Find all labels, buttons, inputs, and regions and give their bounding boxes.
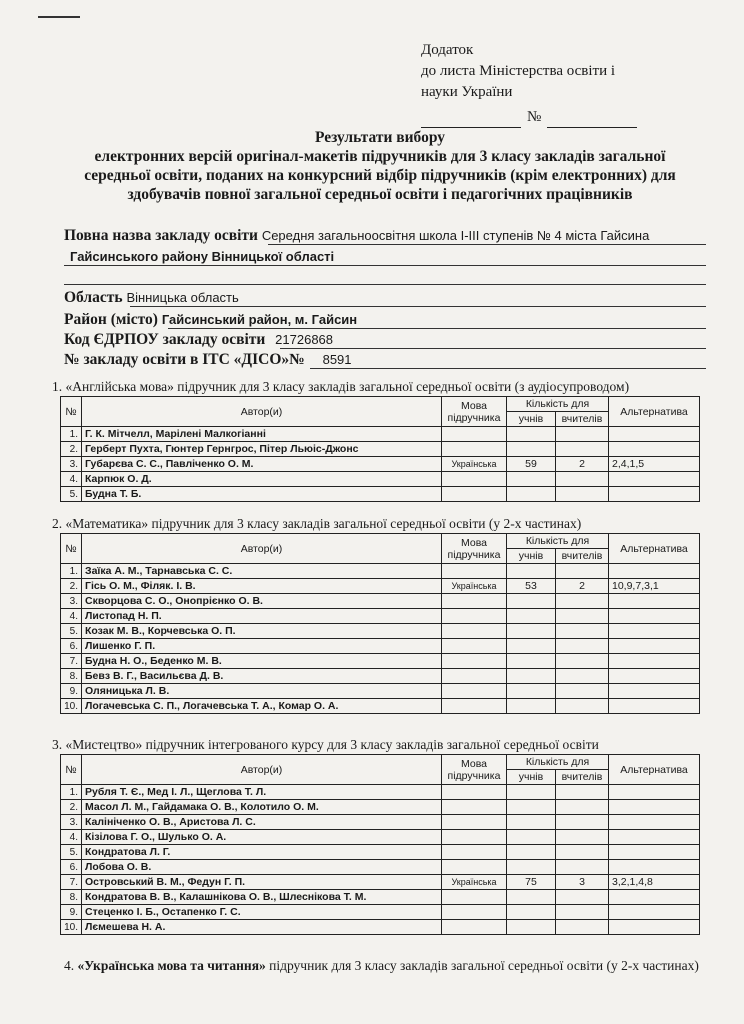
table-row [61,845,700,860]
row-number: 8. [61,669,82,684]
its-value: 8591 [322,352,352,367]
col-alt-header: Альтернатива [609,397,700,427]
students-count-cell [507,472,556,487]
author-cell: Будна Т. Б. [82,487,442,502]
teachers-count-cell [556,845,609,860]
alternative-cell [609,860,700,875]
language-cell [442,594,507,609]
corner-mark [38,16,80,18]
table-row [61,830,700,845]
alternative-cell [609,609,700,624]
alternative-cell [609,905,700,920]
table-row [61,860,700,875]
students-count-cell [507,609,556,624]
underline [64,284,706,285]
section-3-heading: 3. «Мистецтво» підручник інтегрованого курсу для 3 класу закладів загальної середньої освіти [52,737,599,752]
row-number: 4. [61,830,82,845]
region-label: Область [64,289,123,306]
row-number: 2. [61,800,82,815]
its-field [64,351,352,369]
author-cell: Г. К. Мітчелл, Марілені Малкогіанні [82,427,442,442]
teachers-count-cell [556,699,609,714]
language-cell [442,639,507,654]
row-number: 6. [61,860,82,875]
underline [280,348,706,349]
teachers-count-cell [556,815,609,830]
alternative-cell [609,564,700,579]
language-cell [442,624,507,639]
col-num-header: № [61,534,82,564]
alternative-cell [609,654,700,669]
row-number: 4. [61,609,82,624]
students-count-cell [507,639,556,654]
addendum-line-1: Додаток [421,42,474,58]
row-number: 2. [61,442,82,457]
teachers-count-cell [556,442,609,457]
author-cell: Рубля Т. Є., Мед І. Л., Щеглова Т. Л. [82,785,442,800]
alternative-cell [609,472,700,487]
row-number: 5. [61,624,82,639]
teachers-count-cell [556,654,609,669]
section-4-subject: «Українська мова та читання» [77,958,266,973]
title-line-1: Результати вибору [314,129,446,146]
table-row [61,472,700,487]
section-4-rest: підручник для 3 класу закладів загальної середньої освіти (у 2-х частинах) [269,958,699,973]
district-label: Район (місто) [64,311,158,328]
author-cell: Козак М. В., Корчевська О. П. [82,624,442,639]
students-count-cell [507,427,556,442]
table-row [61,669,700,684]
teachers-count-cell [556,890,609,905]
table-row [61,427,700,442]
section-4-num: 4. [64,958,75,973]
students-count-cell [507,654,556,669]
table-row [61,487,700,502]
students-count-cell [507,669,556,684]
students-count-cell [507,890,556,905]
language-cell [442,472,507,487]
table-row [61,699,700,714]
students-count-cell [507,684,556,699]
table-row [61,815,700,830]
author-cell: Губарєва С. С., Павліченко О. М. [82,457,442,472]
language-cell [442,684,507,699]
row-number: 1. [61,427,82,442]
section-1-table [60,396,700,502]
col-num-header: № [61,397,82,427]
col-students-header: учнів [507,770,556,785]
row-number: 8. [61,890,82,905]
institution-name-value-2: Гайсинського району Вінницької області [70,249,335,264]
students-count-cell: 75 [507,875,556,890]
language-cell [442,442,507,457]
col-alt-header: Альтернатива [609,534,700,564]
students-count-cell [507,905,556,920]
section-3-rows [61,785,700,935]
author-cell: Кізілова Г. О., Шулько О. А. [82,830,442,845]
alternative-cell [609,487,700,502]
students-count-cell [507,920,556,935]
alternative-cell [609,815,700,830]
author-cell: Лобова О. В. [82,860,442,875]
underline [130,306,706,307]
table-row [61,905,700,920]
addendum-line-3: науки України [421,84,513,100]
alternative-cell [609,890,700,905]
author-cell: Стеценко І. Б., Остапенко Г. С. [82,905,442,920]
row-number: 9. [61,905,82,920]
edrpou-field [64,331,333,349]
students-count-cell [507,815,556,830]
language-cell: Українська [442,579,507,594]
underline [64,265,706,266]
table-row [61,890,700,905]
author-cell: Скворцова С. О., Онопрієнко О. В. [82,594,442,609]
row-number: 1. [61,785,82,800]
language-cell [442,785,507,800]
col-count-header: Кількість для [507,534,609,549]
underline [310,368,706,369]
students-count-cell: 53 [507,579,556,594]
col-author-header: Автор(и) [82,397,442,427]
col-teachers-header: вчителів [556,770,609,785]
alternative-cell [609,800,700,815]
language-cell [442,654,507,669]
author-cell: Герберт Пухта, Гюнтер Гернгрос, Пітер Льюіс-Джонс [82,442,442,457]
institution-name-value: Середня загальноосвітня школа І-ІІІ ступенів № 4 міста Гайсина [261,228,650,243]
author-cell: Оляницька Л. В. [82,684,442,699]
language-cell [442,830,507,845]
alternative-cell: 10,9,7,3,1 [609,579,700,594]
alternative-cell [609,699,700,714]
alternative-cell [609,594,700,609]
col-count-header: Кількість для [507,755,609,770]
author-cell: Лишенко Г. П. [82,639,442,654]
language-cell [442,815,507,830]
table-row [61,609,700,624]
author-cell: Гісь О. М., Філяк. І. В. [82,579,442,594]
row-number: 4. [61,472,82,487]
author-cell: Масол Л. М., Гайдамака О. В., Колотило О. М. [82,800,442,815]
table-row [61,624,700,639]
section-4-heading [64,958,704,974]
students-count-cell [507,442,556,457]
col-lang-header: Мова підручника [442,397,507,427]
students-count-cell [507,800,556,815]
row-number: 7. [61,875,82,890]
row-number: 9. [61,684,82,699]
language-cell [442,920,507,935]
institution-name-label: Повна назва закладу освіти [64,227,258,244]
table-row [61,594,700,609]
students-count-cell [507,594,556,609]
section-2-rows [61,564,700,714]
institution-name-field [64,227,649,245]
row-number: 10. [61,699,82,714]
alternative-cell [609,669,700,684]
table-row [61,875,700,890]
section-1-rows [61,427,700,502]
section-2-table [60,533,700,714]
teachers-count-cell [556,920,609,935]
language-cell [442,800,507,815]
teachers-count-cell: 2 [556,579,609,594]
language-cell [442,845,507,860]
row-number: 10. [61,920,82,935]
teachers-count-cell [556,564,609,579]
edrpou-value: 21726868 [275,332,334,347]
alternative-cell [609,442,700,457]
row-number: 5. [61,487,82,502]
row-number: 5. [61,845,82,860]
alternative-cell [609,684,700,699]
teachers-count-cell [556,785,609,800]
teachers-count-cell [556,860,609,875]
col-lang-header: Мова підручника [442,534,507,564]
alternative-cell [609,920,700,935]
author-cell: Листопад Н. П. [82,609,442,624]
language-cell: Українська [442,875,507,890]
author-cell: Заїка А. М., Тарнавська С. С. [82,564,442,579]
table-row [61,654,700,669]
teachers-count-cell: 2 [556,457,609,472]
document-title [60,128,700,204]
institution-name-field-cont [70,248,334,266]
table-row [61,579,700,594]
teachers-count-cell [556,487,609,502]
students-count-cell [507,785,556,800]
its-label: № закладу освіти в ІТС «ДІСО»№ [64,351,305,368]
col-author-header: Автор(и) [82,755,442,785]
table-row [61,800,700,815]
row-number: 7. [61,654,82,669]
col-count-header: Кількість для [507,397,609,412]
section-1-heading: 1. «Англійська мова» підручник для 3 класу закладів загальної середньої освіти (з аудіосупроводом) [52,379,630,394]
section-3-table [60,754,700,935]
author-cell: Будна Н. О., Беденко М. В. [82,654,442,669]
region-value: Вінницька область [126,290,239,305]
number-blank [547,113,637,128]
teachers-count-cell [556,669,609,684]
language-cell [442,890,507,905]
table-row [61,920,700,935]
table-row [61,457,700,472]
edrpou-label: Код ЄДРПОУ закладу освіти [64,331,266,348]
underline [268,244,706,245]
addendum-line-2: до листа Міністерства освіти і [421,63,616,79]
teachers-count-cell [556,427,609,442]
students-count-cell [507,487,556,502]
underline [168,328,706,329]
language-cell [442,905,507,920]
teachers-count-cell: 3 [556,875,609,890]
author-cell: Островський В. М., Федун Г. П. [82,875,442,890]
number-sign: № [527,109,542,125]
teachers-count-cell [556,684,609,699]
col-students-header: учнів [507,412,556,427]
teachers-count-cell [556,472,609,487]
section-2-heading: 2. «Математика» підручник для 3 класу закладів загальної середньої освіти (у 2-х частинах) [52,516,582,531]
col-teachers-header: вчителів [556,412,609,427]
alternative-cell [609,639,700,654]
teachers-count-cell [556,624,609,639]
row-number: 6. [61,639,82,654]
alternative-cell [609,845,700,860]
alternative-cell [609,785,700,800]
author-cell: Логачевська С. П., Логачевська Т. А., Комар О. А. [82,699,442,714]
language-cell [442,669,507,684]
alternative-cell [609,624,700,639]
region-field [64,289,239,307]
teachers-count-cell [556,609,609,624]
author-cell: Бевз В. Г., Васильєва Д. В. [82,669,442,684]
students-count-cell [507,564,556,579]
district-field [64,311,357,329]
language-cell [442,564,507,579]
students-count-cell [507,845,556,860]
row-number: 3. [61,594,82,609]
row-number: 1. [61,564,82,579]
table-row [61,785,700,800]
author-cell: Карпюк О. Д. [82,472,442,487]
table-row [61,684,700,699]
row-number: 2. [61,579,82,594]
table-row [61,564,700,579]
students-count-cell [507,830,556,845]
language-cell [442,860,507,875]
col-alt-header: Альтернатива [609,755,700,785]
row-number: 3. [61,457,82,472]
col-lang-header: Мова підручника [442,755,507,785]
teachers-count-cell [556,905,609,920]
author-cell: Лємешева Н. А. [82,920,442,935]
language-cell [442,427,507,442]
language-cell [442,487,507,502]
col-author-header: Автор(и) [82,534,442,564]
teachers-count-cell [556,830,609,845]
author-cell: Кондратова В. В., Калашнікова О. В., Шлеснікова Т. М. [82,890,442,905]
table-row [61,639,700,654]
title-line-2: електронних версій оригінал-макетів підручників для 3 класу закладів загальної середньої освіти, поданих на конкурсний відбір підручників (крім електронних) для здобувачів повної загальної середньої освіти і педагогічних працівників [84,148,676,203]
alternative-cell [609,427,700,442]
table-row [61,442,700,457]
students-count-cell [507,860,556,875]
date-blank [421,113,521,128]
alternative-cell [609,830,700,845]
district-value: Гайсинський район, м. Гайсин [161,312,358,327]
students-count-cell [507,624,556,639]
alternative-cell: 3,2,1,4,8 [609,875,700,890]
col-teachers-header: вчителів [556,549,609,564]
row-number: 3. [61,815,82,830]
col-num-header: № [61,755,82,785]
col-students-header: учнів [507,549,556,564]
students-count-cell [507,699,556,714]
alternative-cell: 2,4,1,5 [609,457,700,472]
author-cell: Кондратова Л. Г. [82,845,442,860]
language-cell: Українська [442,457,507,472]
students-count-cell: 59 [507,457,556,472]
addendum-number-line [421,107,691,128]
language-cell [442,699,507,714]
teachers-count-cell [556,800,609,815]
teachers-count-cell [556,594,609,609]
language-cell [442,609,507,624]
teachers-count-cell [556,639,609,654]
addendum-block [421,40,691,128]
author-cell: Калініченко О. В., Аристова Л. С. [82,815,442,830]
